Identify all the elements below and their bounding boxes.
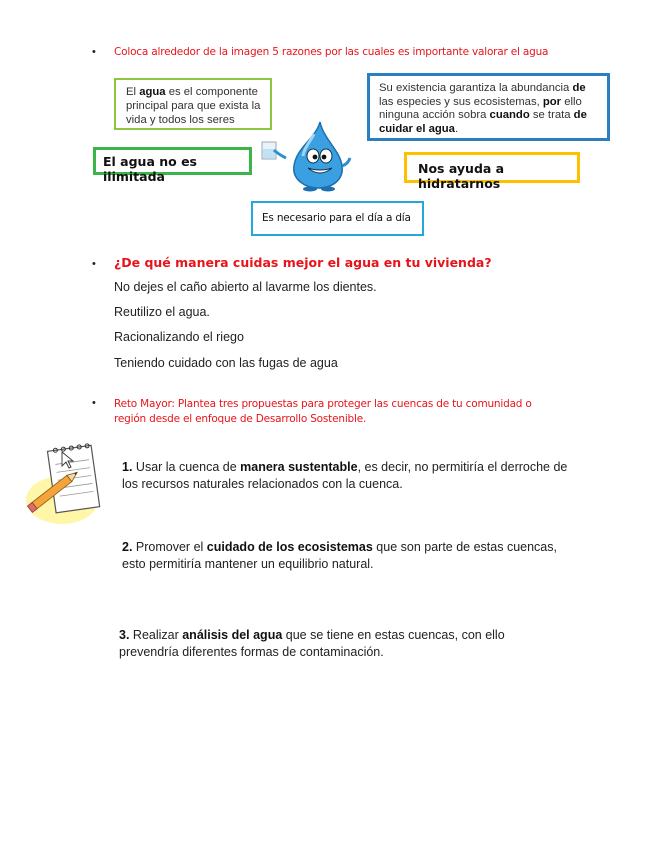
reason-box-existencia [367, 73, 610, 141]
proposal-3 [119, 627, 539, 661]
bold-text: por [542, 95, 562, 108]
question-heading: ¿De qué manera cuidas mejor el agua en tu vivienda? [114, 255, 492, 270]
bold-text: de cuidar el agua [379, 109, 587, 135]
bold-text: cuidado de los ecosistemas [206, 540, 373, 554]
bold-text: agua [139, 86, 166, 98]
water-drop-mascot-icon [258, 120, 354, 192]
bullet: • [92, 258, 96, 270]
reason-box-agua-componente [114, 78, 272, 130]
text: que son parte de estas cuencas, esto permitiría mantener un equilibrio natural. [122, 540, 557, 571]
challenge-text: Reto Mayor: Plantea tres propuestas para proteger las cuencas de tu comunidad o región desde el enfoque de Desarrollo Sostenible. [114, 398, 532, 425]
proposal-number: 2. [122, 540, 133, 554]
bullet: • [92, 46, 96, 58]
text: . [454, 122, 459, 135]
text: Promover el [132, 540, 207, 554]
reason-box-no-ilimitada: El agua no es ilimitada [93, 147, 252, 175]
proposal-number: 3. [119, 628, 130, 642]
answer-line: Teniendo cuidado con las fugas de agua [114, 356, 338, 370]
text: , es decir, no permitiría el derroche de los recursos naturales relacionados con la cuenca. [122, 460, 568, 491]
text: El [126, 86, 140, 98]
proposal-2 [122, 539, 577, 573]
answer-line: Racionalizando el riego [114, 330, 244, 344]
proposal-1 [122, 459, 577, 493]
bold-text: de [572, 82, 586, 94]
bold-text: análisis del agua [182, 628, 283, 642]
text: Usar la cuenca de [132, 460, 241, 474]
text: las especies y sus ecosistemas, [379, 95, 543, 108]
reason-box-dia-a-dia: Es necesario para el día a día [251, 201, 424, 236]
text: ello ninguna acción sobra [379, 95, 582, 121]
instruction-text: Coloca alrededor de la imagen 5 razones por las cuales es importante valorar el agua [114, 46, 549, 58]
proposal-number: 1. [122, 460, 133, 474]
answer-line: No dejes el caño abierto al lavarme los dientes. [114, 280, 377, 294]
text: se trata [529, 109, 574, 121]
bullet: • [92, 397, 96, 409]
bold-text: cuando [489, 109, 530, 121]
text: Su existencia garantiza la abundancia [379, 82, 573, 94]
text: es el componente principal para que exista la vida y todos los seres [126, 86, 261, 126]
text: Realizar [129, 628, 183, 642]
notepad-pencil-icon [22, 442, 108, 526]
answer-line: Reutilizo el agua. [114, 305, 210, 319]
text: que se tiene en estas cuencas, con ello prevendría diferentes formas de contaminación. [119, 628, 505, 659]
reason-box-hidratarnos: Nos ayuda a hidratarnos [404, 152, 580, 183]
bold-text: manera sustentable [240, 460, 358, 474]
